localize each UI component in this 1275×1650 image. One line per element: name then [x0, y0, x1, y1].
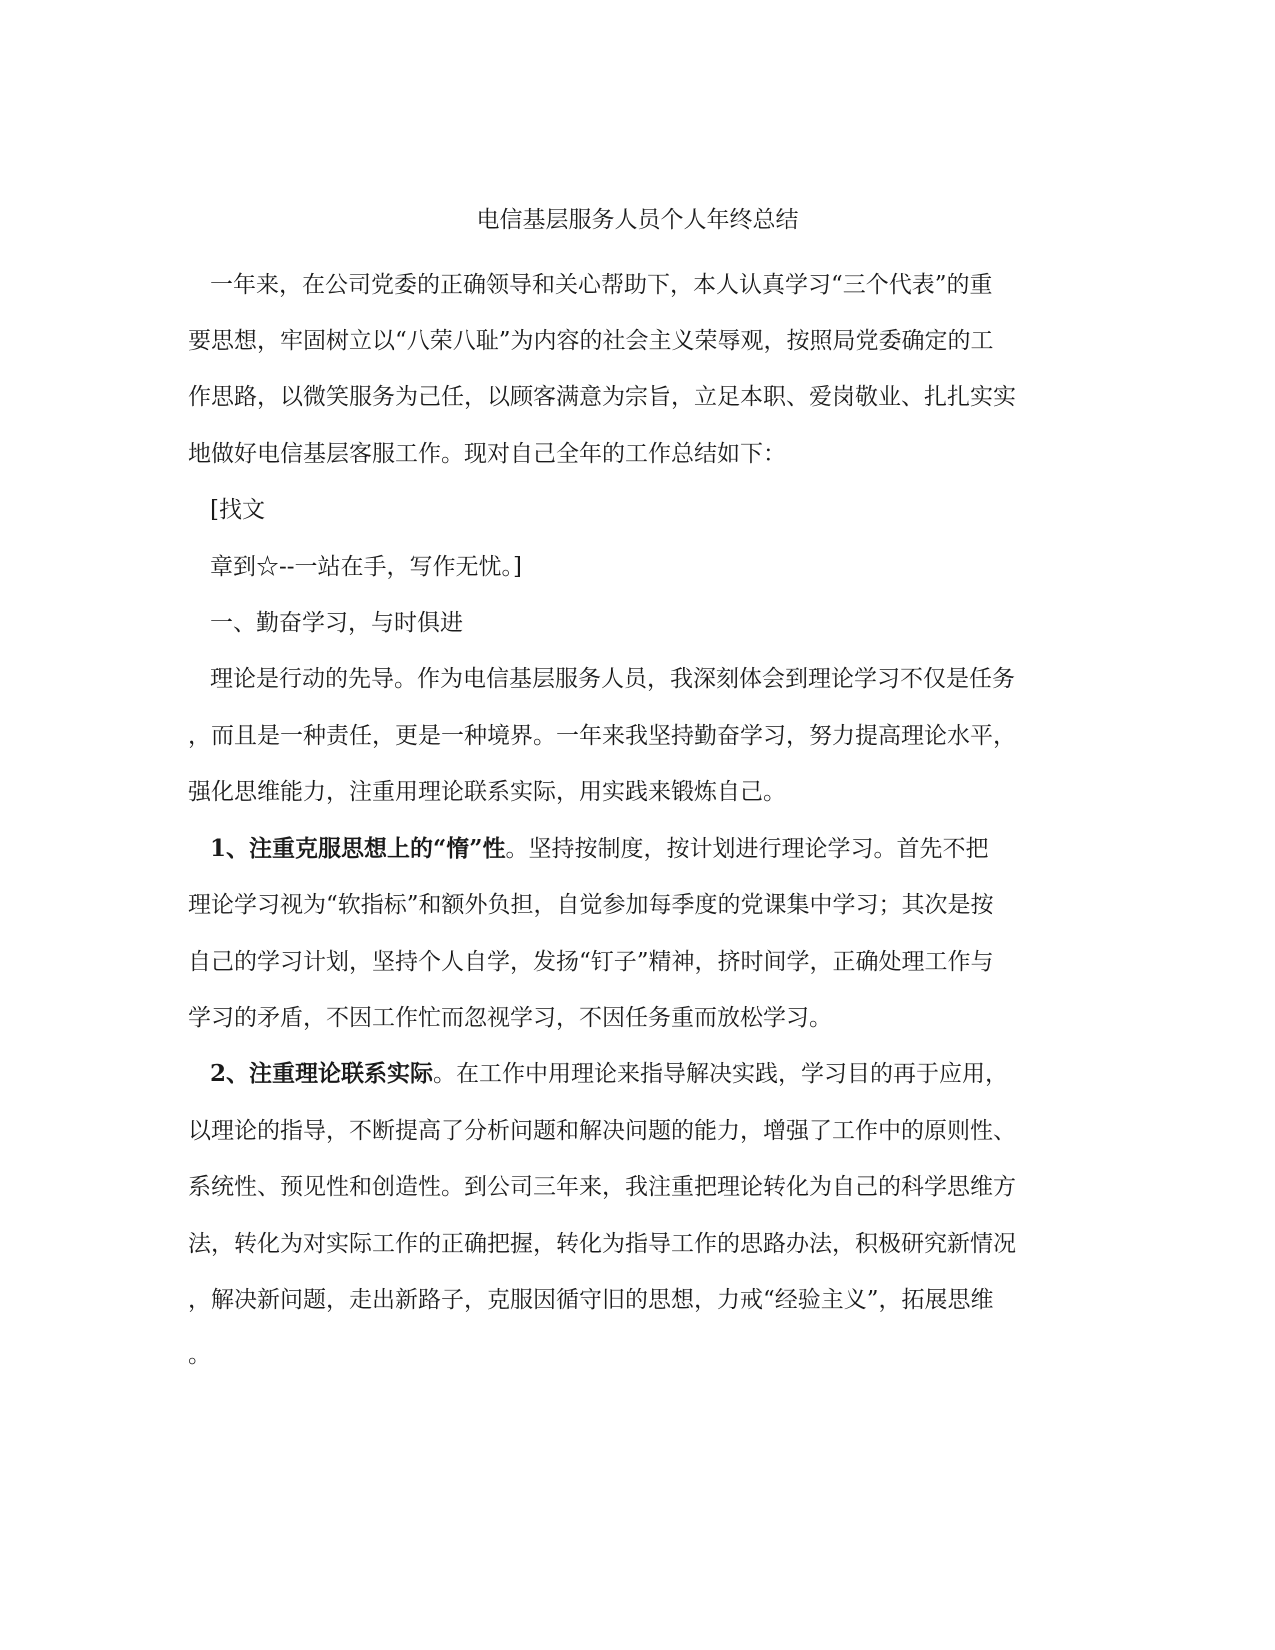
note-line: 章到☆--一站在手，写作无忧。]: [210, 554, 523, 580]
theory-line: 强化思维能力，注重用理论联系实际，用实践来锻炼自己。: [188, 779, 786, 805]
intro-line: 一年来，在公司党委的正确领导和关心帮助下，本人认真学习“三个代表”的重: [210, 272, 993, 298]
point2-line: 以理论的指导，不断提高了分析问题和解决问题的能力，增强了工作中的原则性、: [188, 1118, 1016, 1144]
intro-line: 作思路，以微笑服务为己任，以顾客满意为宗旨，立足本职、爱岗敬业、扎扎实实: [188, 384, 1016, 410]
point2-text: 。在工作中用理论来指导解决实践，学习目的再于应用，: [433, 1061, 1009, 1087]
point1-text: 。坚持按制度，按计划进行理论学习。首先不把: [505, 836, 989, 862]
theory-line: ，而且是一种责任，更是一种境界。一年来我坚持勤奋学习，努力提高理论水平，: [188, 723, 1016, 749]
intro-line: 要思想，牢固树立以“八荣八耻”为内容的社会主义荣辱观，按照局党委确定的工: [188, 328, 994, 354]
point2-heading: 2、注重理论联系实际: [210, 1060, 434, 1087]
point2-line: 。: [188, 1342, 211, 1368]
point2-line: ，解决新问题，走出新路子，克服因循守旧的思想，力戒“经验主义”，拓展思维: [188, 1287, 994, 1313]
point1-line: 理论学习视为“软指标”和额外负担，自觉参加每季度的党课集中学习；其次是按: [188, 892, 994, 918]
section-heading: 一、勤奋学习，与时俱进: [210, 610, 463, 636]
point1-first-line: [210, 834, 988, 864]
theory-line: 理论是行动的先导。作为电信基层服务人员，我深刻体会到理论学习不仅是任务: [210, 666, 1015, 692]
note-line: [找文: [210, 497, 265, 523]
point2-line: 法，转化为对实际工作的正确把握，转化为指导工作的思路办法，积极研究新情况: [188, 1231, 1016, 1257]
point1-line: 学习的矛盾，不因工作忙而忽视学习，不因任务重而放松学习。: [188, 1005, 832, 1031]
point2-first-line: [210, 1059, 1008, 1089]
point2-line: 系统性、预见性和创造性。到公司三年来，我注重把理论转化为自己的科学思维方: [188, 1174, 1016, 1200]
document-title: 电信基层服务人员个人年终总结: [476, 207, 799, 233]
point1-heading: 1、注重克服思想上的“惰”性: [210, 835, 506, 862]
intro-line: 地做好电信基层客服工作。现对自己全年的工作总结如下：: [188, 441, 786, 467]
point1-line: 自己的学习计划，坚持个人自学，发扬“钉子”精神，挤时间学，正确处理工作与: [188, 949, 994, 975]
